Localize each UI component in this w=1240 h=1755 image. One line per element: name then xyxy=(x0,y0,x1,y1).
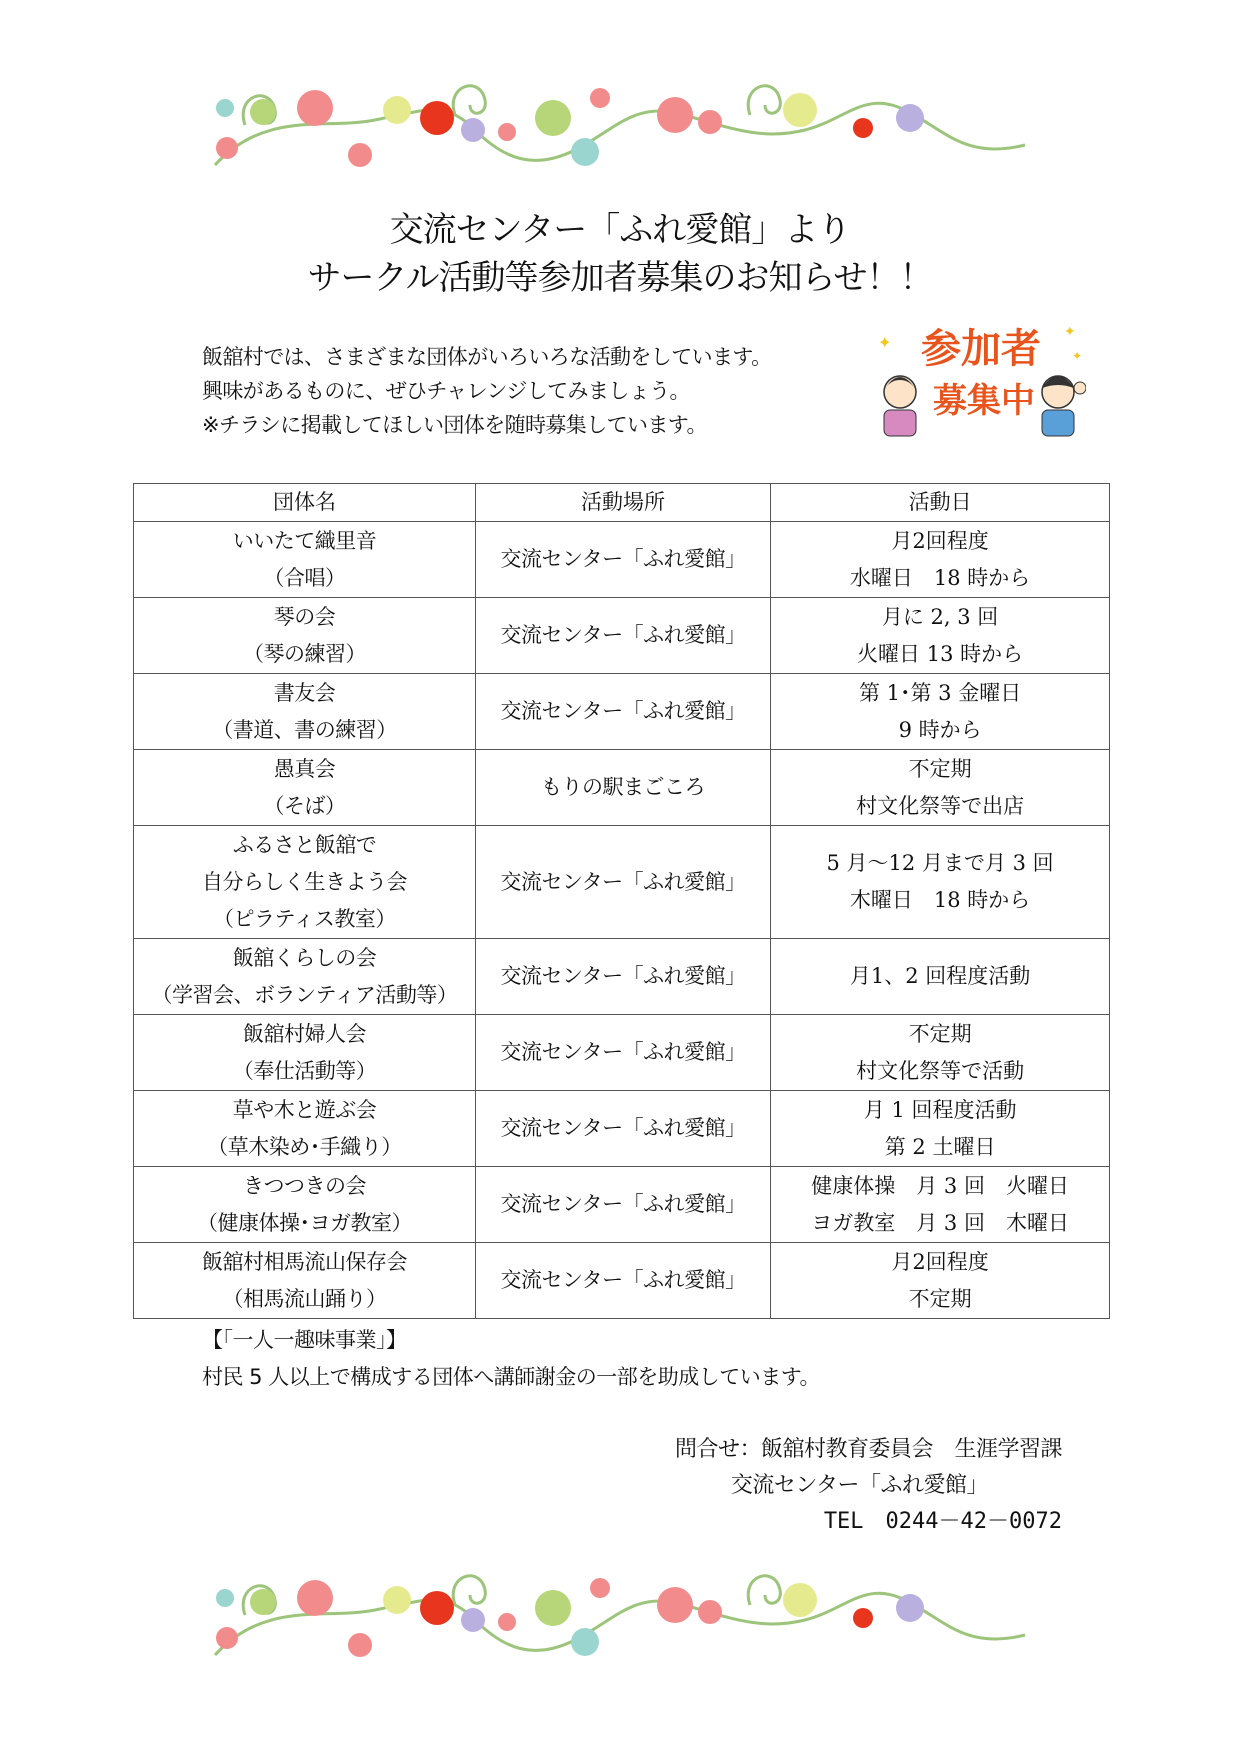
column-header-schedule: 活動日 xyxy=(771,484,1110,522)
group-name-cell: 愚真会 （そば） xyxy=(134,750,476,826)
schedule-cell: 月に 2, 3 回 火曜日 13 時から xyxy=(771,598,1110,674)
table-row xyxy=(134,750,1110,826)
recruiting-illustration-icon xyxy=(876,318,1086,438)
svg-text:募集中: 募集中 xyxy=(933,381,1035,421)
page-title-line-2: サークル活動等参加者募集のお知らせ！！ xyxy=(307,258,933,298)
intro-text xyxy=(202,340,772,442)
schedule-cell: 月1、2 回程度活動 xyxy=(771,939,1110,1015)
group-name-cell: 飯舘村相馬流山保存会 （相馬流山踊り） xyxy=(134,1243,476,1319)
schedule-cell: 月2回程度 水曜日 18 時から xyxy=(771,522,1110,598)
flower-garland-icon xyxy=(205,70,1035,180)
table-row xyxy=(134,826,1110,939)
table-row xyxy=(134,674,1110,750)
location-cell: もりの駅まごころ xyxy=(475,750,770,826)
schedule-cell: 月2回程度 不定期 xyxy=(771,1243,1110,1319)
svg-text:✦: ✦ xyxy=(1064,324,1076,340)
intro-line: ※チラシに掲載してほしい団体を随時募集しています。 xyxy=(202,413,707,437)
group-name-cell: 草や木と遊ぶ会 （草木染め･手織り） xyxy=(134,1091,476,1167)
table-row xyxy=(134,598,1110,674)
location-cell: 交流センター「ふれ愛館」 xyxy=(475,598,770,674)
location-cell: 交流センター「ふれ愛館」 xyxy=(475,939,770,1015)
subsidy-description: 村民 5 人以上で構成する団体へ講師謝金の一部を助成しています。 xyxy=(202,1365,821,1389)
circle-groups-table xyxy=(133,483,1110,1319)
location-cell: 交流センター「ふれ愛館」 xyxy=(475,1167,770,1243)
location-cell: 交流センター「ふれ愛館」 xyxy=(475,1091,770,1167)
group-name-cell: いいたて織里音 （合唱） xyxy=(134,522,476,598)
location-cell: 交流センター「ふれ愛館」 xyxy=(475,522,770,598)
schedule-cell: 不定期 村文化祭等で出店 xyxy=(771,750,1110,826)
column-header-group-name: 団体名 xyxy=(134,484,476,522)
group-name-cell: 書友会 （書道、書の練習） xyxy=(134,674,476,750)
contact-block xyxy=(675,1432,1062,1540)
intro-line: 興味があるものに、ぜひチャレンジしてみましょう。 xyxy=(202,379,690,403)
table-row xyxy=(134,1243,1110,1319)
schedule-cell: 不定期 村文化祭等で活動 xyxy=(771,1015,1110,1091)
location-cell: 交流センター「ふれ愛館」 xyxy=(475,1243,770,1319)
contact-department: 問合せ：飯舘村教育委員会 生涯学習課 xyxy=(674,1437,1062,1462)
flower-garland-icon xyxy=(205,1560,1035,1670)
group-name-cell: きつつきの会 （健康体操･ヨガ教室） xyxy=(134,1167,476,1243)
table-header-row xyxy=(134,484,1110,522)
schedule-cell: 月 1 回程度活動 第 2 土曜日 xyxy=(771,1091,1110,1167)
location-cell: 交流センター「ふれ愛館」 xyxy=(475,1015,770,1091)
table-row xyxy=(134,939,1110,1015)
contact-facility: 交流センター「ふれ愛館」 xyxy=(730,1473,988,1498)
contact-phone: TEL 0244－42－0072 xyxy=(823,1509,1062,1534)
location-cell: 交流センター「ふれ愛館」 xyxy=(475,826,770,939)
group-name-cell: 琴の会 （琴の練習） xyxy=(134,598,476,674)
table-row xyxy=(134,1167,1110,1243)
schedule-cell: 健康体操 月 3 回 火曜日 ヨガ教室 月 3 回 木曜日 xyxy=(771,1167,1110,1243)
column-header-location: 活動場所 xyxy=(475,484,770,522)
recruiting-badge xyxy=(876,318,1086,438)
svg-text:✦: ✦ xyxy=(1072,349,1083,363)
svg-text:参加者: 参加者 xyxy=(921,326,1041,372)
table-row xyxy=(134,1015,1110,1091)
table-row xyxy=(134,1091,1110,1167)
intro-line: 飯舘村では、さまざまな団体がいろいろな活動をしています。 xyxy=(202,345,772,369)
page-title-line-1: 交流センター「ふれ愛館」より xyxy=(389,210,851,250)
group-name-cell: 飯舘村婦人会 （奉仕活動等） xyxy=(134,1015,476,1091)
group-name-cell: 飯舘くらしの会 （学習会、ボランティア活動等） xyxy=(134,939,476,1015)
location-cell: 交流センター「ふれ愛館」 xyxy=(475,674,770,750)
subsidy-heading: 【「一人一趣味事業」】 xyxy=(202,1328,407,1352)
table-row xyxy=(134,522,1110,598)
schedule-cell: 第 1･第 3 金曜日 9 時から xyxy=(771,674,1110,750)
group-name-cell: ふるさと飯舘で 自分らしく生きよう会 （ピラティス教室） xyxy=(134,826,476,939)
svg-text:✦: ✦ xyxy=(878,333,892,352)
schedule-cell: 5 月～12 月まで月 3 回 木曜日 18 時から xyxy=(771,826,1110,939)
